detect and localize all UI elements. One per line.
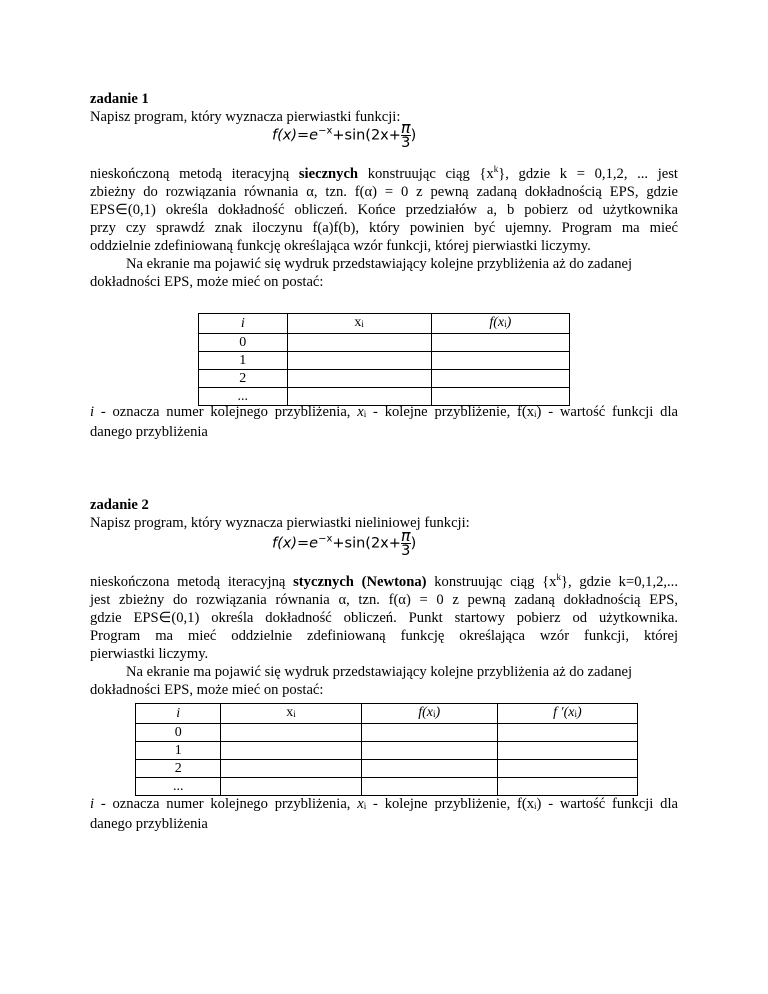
task1-intro: Napisz program, który wyznacza pierwiastki funkcji:	[90, 109, 401, 125]
task1-formula: $f(x)=e^{-x}+\sin(2x+$ $\frac{\pi}{3}$ )	[272, 118, 417, 151]
task2-formula: $f(x)=e^{-x}+\sin(2x+$ $\frac{\pi}{3}$ )	[272, 526, 417, 559]
task2-legend: i - oznacza numer kolejnego przybliżenia, xi - kolejne przybliżenie, f(xi) - wartość funkcji dla danego przybliżenia	[90, 796, 678, 832]
table-row: ...	[199, 388, 570, 406]
table-row: 2	[136, 760, 638, 778]
task1-table	[198, 313, 570, 406]
table-row: 2	[199, 370, 570, 388]
table-header-row: i xi f(xi)	[199, 314, 570, 334]
task2-title: zadanie 2	[90, 497, 149, 513]
table-row: 1	[136, 742, 638, 760]
task1-title: zadanie 1	[90, 91, 149, 107]
table-row: ...	[136, 778, 638, 796]
table-row: 0	[199, 334, 570, 352]
table-header-row: i xi f(xi) f ′(xi)	[136, 704, 638, 724]
task2-intro: Napisz program, który wyznacza pierwiastki nieliniowej funkcji:	[90, 515, 470, 531]
task2-body: nieskończona metodą iteracyjną stycznych (Newtona) konstruując ciąg $\{x^k\}$, gdzie k=0,1,2,... jest zbieżny do rozwiązania równania α, tzn. f(α) = 0 z pewną zadaną dokładnością EPS, gdzie EPS∈(0,1) określa dokładność obliczeń. Punkt startowy pobierz od użytkownika. Program ma mieć oddzielnie zdefiniowaną funkcję określająca wzór funkcji, której pierwiastki liczymy. Na ekranie ma pojawić się wydruk przedstawiający kolejne przybliżenia aż do zadanej dokładności EPS, może mieć on postać:	[90, 572, 678, 698]
table-row: 0	[136, 724, 638, 742]
task1-body: nieskończoną metodą iteracyjną siecznych konstruując ciąg $\{x^k\}$, gdzie k = 0,1,2, ... jest zbieżny do rozwiązania równania α, tzn. f(α) = 0 z pewną zadaną dokładnością EPS, gdzie EPS∈(0,1) określa dokładność obliczeń. Końce przedziałów a, b pobierz od użytkownika przy czy sprawdź znak iloczynu f(a)f(b), który powinien być ujemny. Program ma mieć oddzielnie zdefiniowaną funkcję określająca wzór funkcji, której pierwiastki liczymy. Na ekranie ma pojawić się wydruk przedstawiający kolejne przybliżenia aż do zadanej dokładności EPS, może mieć on postać:	[90, 164, 678, 290]
task1-legend: i - oznacza numer kolejnego przybliżenia, xi - kolejne przybliżenie, f(xi) - wartość funkcji dla danego przybliżenia	[90, 404, 678, 440]
task2-table	[135, 703, 638, 796]
table-row: 1	[199, 352, 570, 370]
